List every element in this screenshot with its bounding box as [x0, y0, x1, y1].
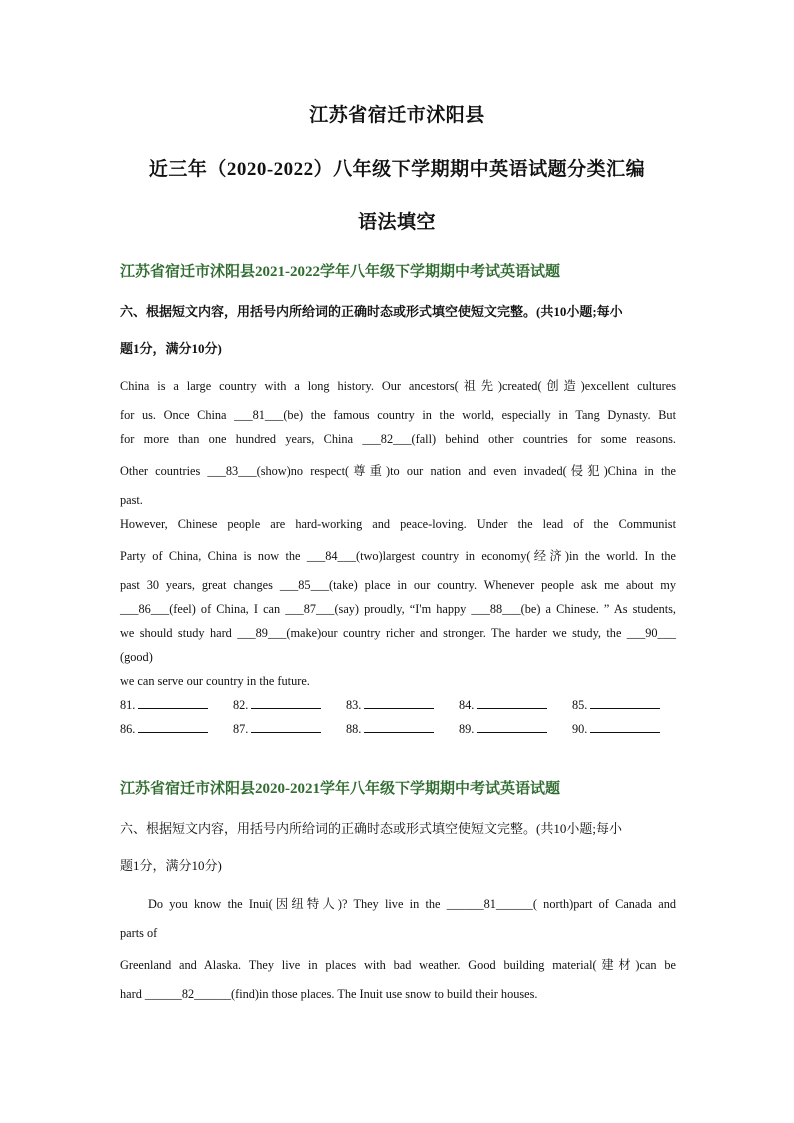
- section1-text-line: we should study hard ___89___(make)our country richer and stronger. The harder we study, the ___90___: [120, 626, 676, 640]
- answer-item: 88.: [346, 722, 450, 737]
- section1-text-line: we can serve our country in the future.: [120, 674, 310, 688]
- answer-item: 87.: [233, 722, 337, 737]
- answer-item: 83.: [346, 698, 450, 713]
- answer-blank[interactable]: [477, 698, 547, 709]
- section1-text-line: (good): [120, 650, 153, 664]
- answer-blank[interactable]: [138, 722, 208, 733]
- answer-item: 86.: [120, 722, 224, 737]
- doc-title-line2: 近三年（2020-2022）八年级下学期期中英语试题分类汇编: [148, 159, 646, 180]
- section2-instructions-line1: 六、根据短文内容，用括号内所给词的正确时态或形式填空使短文完整。(共10小题;每小: [120, 821, 622, 836]
- answer-blank[interactable]: [251, 698, 321, 709]
- answer-item: 81.: [120, 698, 224, 713]
- answer-blank[interactable]: [477, 722, 547, 733]
- answer-blank[interactable]: [364, 698, 434, 709]
- section1-text-line: However, Chinese people are hard-working and peace-loving. Under the lead of the Communist: [120, 517, 676, 531]
- answer-item: 82.: [233, 698, 337, 713]
- section1-text-line: China is a large country with a long history. Our ancestors(祖先)created(创造)excellent cultures: [120, 379, 676, 393]
- doc-title-line3: 语法填空: [357, 212, 436, 233]
- answer-item: 89.: [459, 722, 563, 737]
- answer-blank[interactable]: [364, 722, 434, 733]
- section1-answer-row-2: [120, 722, 676, 737]
- section1-text-line: past.: [120, 493, 143, 507]
- section1-text-line: for more than one hundred years, China ___82___(fall) behind other countries for some reasons.: [120, 432, 676, 446]
- section2-text-line: Do you know the Inui(因纽特人)? They live in the ______81______( north)part of Canada and: [148, 897, 676, 911]
- answer-blank[interactable]: [590, 722, 660, 733]
- section1-text-line: ___86___(feel) of China, I can ___87___(say) proudly, “I'm happy ___88___(be) a Chinese. ” As students,: [120, 602, 676, 616]
- answer-blank[interactable]: [138, 698, 208, 709]
- section2-instructions-line2: 题1分，满分10分): [120, 858, 222, 873]
- answer-item: 84.: [459, 698, 563, 713]
- section1-text-line: Party of China, China is now the ___84___(two)largest country in economy(经济)in the world. In the: [120, 549, 676, 563]
- section1-text-line: Other countries ___83___(show)no respect(尊重)to our nation and even invaded(侵犯)China in the: [120, 464, 676, 478]
- answer-item: 85.: [572, 698, 676, 713]
- section2-text-line: hard ______82______(find)in those places. The Inuit use snow to build their houses.: [120, 987, 538, 1001]
- doc-title-line1: 江苏省宿迁市沭阳县: [309, 105, 485, 126]
- answer-blank[interactable]: [251, 722, 321, 733]
- section1-answer-row-1: [120, 698, 676, 713]
- section1-instructions-line2: 题1分，满分10分): [120, 341, 222, 356]
- section1-text-line: for us. Once China ___81___(be) the famous country in the world, especially in Tang Dynasty. But: [120, 408, 676, 422]
- section1-text-line: past 30 years, great changes ___85___(take) place in our country. Whenever people ask me about my: [120, 578, 676, 592]
- section2-text-line: parts of: [120, 926, 158, 940]
- section2-heading: 江苏省宿迁市沭阳县2020-2021学年八年级下学期期中考试英语试题: [120, 781, 560, 797]
- answer-item: 90.: [572, 722, 676, 737]
- section1-heading: 江苏省宿迁市沭阳县2021-2022学年八年级下学期期中考试英语试题: [120, 264, 560, 280]
- section2-text-line: Greenland and Alaska. They live in places with bad weather. Good building material(建材)can be: [120, 958, 676, 972]
- answer-blank[interactable]: [590, 698, 660, 709]
- section1-instructions-line1: 六、根据短文内容，用括号内所给词的正确时态或形式填空使短文完整。(共10小题;每小: [120, 304, 623, 319]
